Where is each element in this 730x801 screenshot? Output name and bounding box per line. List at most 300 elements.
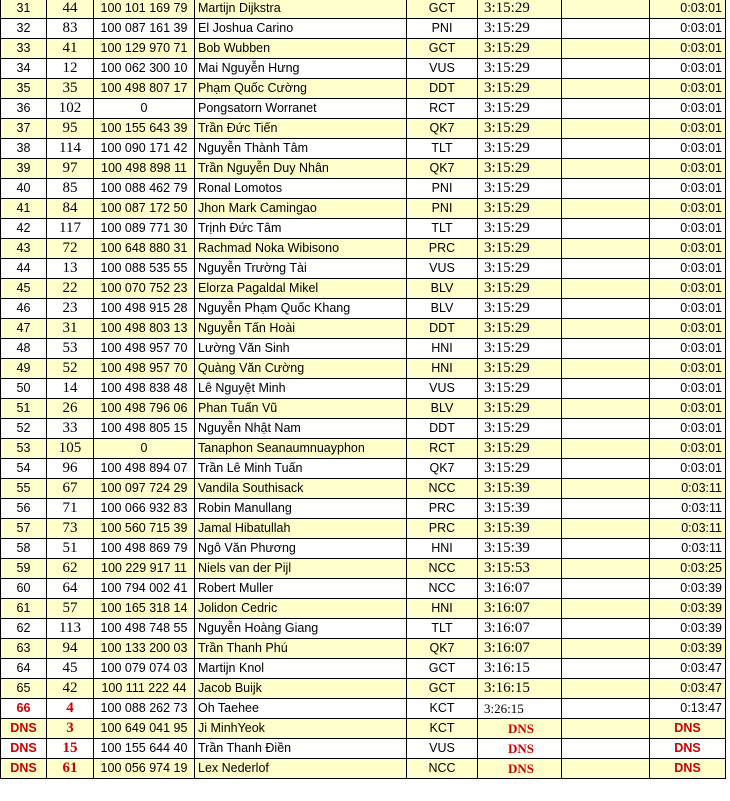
uci-id-cell: 100 165 318 14 <box>94 599 195 619</box>
finish-time-cell: 3:16:15 <box>478 679 562 699</box>
time-gap-cell: 0:03:01 <box>650 419 726 439</box>
rank-cell: 66 <box>1 699 47 719</box>
time-gap-cell: 0:03:39 <box>650 619 726 639</box>
team-code-cell: GCT <box>407 659 478 679</box>
rank-cell: DNS <box>1 759 47 779</box>
table-row <box>1 139 726 159</box>
rider-name-cell: Nguyễn Nhật Nam <box>195 419 407 439</box>
rider-name-cell: Niels van der Pijl <box>195 559 407 579</box>
blank-cell <box>562 219 650 239</box>
finish-time-cell: 3:15:29 <box>478 339 562 359</box>
team-code-cell: VUS <box>407 259 478 279</box>
team-code-cell: QK7 <box>407 159 478 179</box>
rank-cell: 39 <box>1 159 47 179</box>
rank-cell: 46 <box>1 299 47 319</box>
table-row <box>1 459 726 479</box>
time-gap-cell: 0:03:01 <box>650 379 726 399</box>
rider-name-cell: Tanaphon Seanaumnuayphon <box>195 439 407 459</box>
table-row <box>1 259 726 279</box>
time-gap-cell: 0:03:01 <box>650 179 726 199</box>
team-code-cell: PRC <box>407 239 478 259</box>
rider-name-cell: Bob Wubben <box>195 39 407 59</box>
bib-cell: 14 <box>47 379 94 399</box>
rider-name-cell: Jhon Mark Camingao <box>195 199 407 219</box>
finish-time-cell: 3:16:07 <box>478 579 562 599</box>
blank-cell <box>562 559 650 579</box>
uci-id-cell: 0 <box>94 99 195 119</box>
rider-name-cell: Ronal Lomotos <box>195 179 407 199</box>
rank-cell: 54 <box>1 459 47 479</box>
blank-cell <box>562 239 650 259</box>
rider-name-cell: Martijn Knol <box>195 659 407 679</box>
team-code-cell: PNI <box>407 179 478 199</box>
rank-cell: 36 <box>1 99 47 119</box>
finish-time-cell: 3:16:07 <box>478 599 562 619</box>
rank-cell: 48 <box>1 339 47 359</box>
table-row <box>1 699 726 719</box>
blank-cell <box>562 179 650 199</box>
uci-id-cell: 100 498 803 13 <box>94 319 195 339</box>
table-row <box>1 659 726 679</box>
bib-cell: 84 <box>47 199 94 219</box>
finish-time-cell: 3:16:07 <box>478 619 562 639</box>
blank-cell <box>562 259 650 279</box>
team-code-cell: QK7 <box>407 119 478 139</box>
blank-cell <box>562 39 650 59</box>
table-row <box>1 319 726 339</box>
table-row <box>1 19 726 39</box>
uci-id-cell: 100 498 796 06 <box>94 399 195 419</box>
team-code-cell: QK7 <box>407 639 478 659</box>
blank-cell <box>562 359 650 379</box>
bib-cell: 41 <box>47 39 94 59</box>
rider-name-cell: Pongsatorn Worranet <box>195 99 407 119</box>
team-code-cell: HNI <box>407 339 478 359</box>
uci-id-cell: 100 087 161 39 <box>94 19 195 39</box>
team-code-cell: DDT <box>407 319 478 339</box>
table-row <box>1 759 726 779</box>
uci-id-cell: 100 794 002 41 <box>94 579 195 599</box>
team-code-cell: GCT <box>407 679 478 699</box>
uci-id-cell: 100 111 222 44 <box>94 679 195 699</box>
rank-cell: 32 <box>1 19 47 39</box>
rider-name-cell: Trần Lê Minh Tuấn <box>195 459 407 479</box>
uci-id-cell: 100 155 644 40 <box>94 739 195 759</box>
table-row <box>1 499 726 519</box>
blank-cell <box>562 679 650 699</box>
finish-time-cell: 3:15:29 <box>478 299 562 319</box>
table-row <box>1 439 726 459</box>
rider-name-cell: Mai Nguyễn Hưng <box>195 59 407 79</box>
team-code-cell: VUS <box>407 739 478 759</box>
uci-id-cell: 100 155 643 39 <box>94 119 195 139</box>
finish-time-cell: 3:15:29 <box>478 119 562 139</box>
time-gap-cell: 0:03:01 <box>650 139 726 159</box>
rider-name-cell: Vandila Southisack <box>195 479 407 499</box>
team-code-cell: BLV <box>407 279 478 299</box>
bib-cell: 114 <box>47 139 94 159</box>
finish-time-cell: 3:15:39 <box>478 519 562 539</box>
time-gap-cell: 0:13:47 <box>650 699 726 719</box>
table-row <box>1 299 726 319</box>
team-code-cell: KCT <box>407 719 478 739</box>
team-code-cell: TLT <box>407 619 478 639</box>
blank-cell <box>562 519 650 539</box>
finish-time-cell: DNS <box>478 739 562 759</box>
blank-cell <box>562 59 650 79</box>
team-code-cell: NCC <box>407 479 478 499</box>
bib-cell: 4 <box>47 699 94 719</box>
team-code-cell: KCT <box>407 699 478 719</box>
blank-cell <box>562 739 650 759</box>
bib-cell: 97 <box>47 159 94 179</box>
uci-id-cell: 100 648 880 31 <box>94 239 195 259</box>
time-gap-cell: 0:03:11 <box>650 479 726 499</box>
rank-cell: DNS <box>1 719 47 739</box>
team-code-cell: RCT <box>407 439 478 459</box>
table-row <box>1 39 726 59</box>
time-gap-cell: 0:03:39 <box>650 599 726 619</box>
blank-cell <box>562 459 650 479</box>
finish-time-cell: 3:15:53 <box>478 559 562 579</box>
blank-cell <box>562 319 650 339</box>
rank-cell: 57 <box>1 519 47 539</box>
team-code-cell: BLV <box>407 399 478 419</box>
blank-cell <box>562 339 650 359</box>
rank-cell: 60 <box>1 579 47 599</box>
rank-cell: 34 <box>1 59 47 79</box>
finish-time-cell: 3:15:29 <box>478 139 562 159</box>
bib-cell: 33 <box>47 419 94 439</box>
bib-cell: 71 <box>47 499 94 519</box>
bib-cell: 3 <box>47 719 94 739</box>
rank-cell: DNS <box>1 739 47 759</box>
blank-cell <box>562 499 650 519</box>
rank-cell: 33 <box>1 39 47 59</box>
table-row <box>1 0 726 19</box>
uci-id-cell: 100 498 869 79 <box>94 539 195 559</box>
uci-id-cell: 0 <box>94 439 195 459</box>
blank-cell <box>562 659 650 679</box>
rank-cell: 47 <box>1 319 47 339</box>
table-row <box>1 479 726 499</box>
time-gap-cell: 0:03:47 <box>650 679 726 699</box>
team-code-cell: QK7 <box>407 459 478 479</box>
uci-id-cell: 100 649 041 95 <box>94 719 195 739</box>
time-gap-cell: 0:03:01 <box>650 359 726 379</box>
bib-cell: 12 <box>47 59 94 79</box>
rider-name-cell: Trịnh Đức Tâm <box>195 219 407 239</box>
blank-cell <box>562 599 650 619</box>
time-gap-cell: 0:03:01 <box>650 159 726 179</box>
blank-cell <box>562 579 650 599</box>
rank-cell: 63 <box>1 639 47 659</box>
finish-time-cell: 3:15:39 <box>478 479 562 499</box>
table-row <box>1 199 726 219</box>
table-row <box>1 99 726 119</box>
bib-cell: 22 <box>47 279 94 299</box>
time-gap-cell: 0:03:01 <box>650 339 726 359</box>
rider-name-cell: Robin Manullang <box>195 499 407 519</box>
table-row <box>1 519 726 539</box>
bib-cell: 45 <box>47 659 94 679</box>
blank-cell <box>562 199 650 219</box>
rank-cell: 38 <box>1 139 47 159</box>
rank-cell: 64 <box>1 659 47 679</box>
table-row <box>1 159 726 179</box>
table-row <box>1 239 726 259</box>
finish-time-cell: 3:15:29 <box>478 199 562 219</box>
time-gap-cell: 0:03:25 <box>650 559 726 579</box>
time-gap-cell: 0:03:01 <box>650 19 726 39</box>
table-row <box>1 179 726 199</box>
bib-cell: 102 <box>47 99 94 119</box>
bib-cell: 61 <box>47 759 94 779</box>
time-gap-cell: 0:03:01 <box>650 259 726 279</box>
blank-cell <box>562 759 650 779</box>
finish-time-cell: 3:15:29 <box>478 319 562 339</box>
uci-id-cell: 100 129 970 71 <box>94 39 195 59</box>
table-row <box>1 619 726 639</box>
table-row <box>1 739 726 759</box>
finish-time-cell: 3:15:39 <box>478 539 562 559</box>
table-row <box>1 339 726 359</box>
rank-cell: 37 <box>1 119 47 139</box>
bib-cell: 31 <box>47 319 94 339</box>
team-code-cell: DDT <box>407 419 478 439</box>
rank-cell: 62 <box>1 619 47 639</box>
table-row <box>1 399 726 419</box>
rider-name-cell: Phan Tuấn Vũ <box>195 399 407 419</box>
uci-id-cell: 100 087 172 50 <box>94 199 195 219</box>
bib-cell: 105 <box>47 439 94 459</box>
team-code-cell: HNI <box>407 539 478 559</box>
bib-cell: 53 <box>47 339 94 359</box>
bib-cell: 42 <box>47 679 94 699</box>
time-gap-cell: DNS <box>650 719 726 739</box>
blank-cell <box>562 99 650 119</box>
blank-cell <box>562 419 650 439</box>
table-row <box>1 679 726 699</box>
uci-id-cell: 100 498 957 70 <box>94 359 195 379</box>
rank-cell: 50 <box>1 379 47 399</box>
rider-name-cell: Jolidon Cedric <box>195 599 407 619</box>
table-row <box>1 359 726 379</box>
bib-cell: 83 <box>47 19 94 39</box>
finish-time-cell: 3:15:29 <box>478 99 562 119</box>
finish-time-cell: DNS <box>478 719 562 739</box>
bib-cell: 95 <box>47 119 94 139</box>
finish-time-cell: 3:26:15 <box>478 699 562 719</box>
table-row <box>1 119 726 139</box>
team-code-cell: PNI <box>407 199 478 219</box>
rank-cell: 35 <box>1 79 47 99</box>
bib-cell: 72 <box>47 239 94 259</box>
rider-name-cell: Nguyễn Phạm Quốc Khang <box>195 299 407 319</box>
finish-time-cell: 3:15:39 <box>478 499 562 519</box>
finish-time-cell: 3:15:29 <box>478 279 562 299</box>
bib-cell: 35 <box>47 79 94 99</box>
time-gap-cell: 0:03:01 <box>650 59 726 79</box>
rank-cell: 51 <box>1 399 47 419</box>
table-row <box>1 219 726 239</box>
finish-time-cell: 3:15:29 <box>478 419 562 439</box>
blank-cell <box>562 299 650 319</box>
bib-cell: 51 <box>47 539 94 559</box>
bib-cell: 67 <box>47 479 94 499</box>
bib-cell: 13 <box>47 259 94 279</box>
bib-cell: 23 <box>47 299 94 319</box>
uci-id-cell: 100 088 462 79 <box>94 179 195 199</box>
team-code-cell: NCC <box>407 759 478 779</box>
time-gap-cell: 0:03:01 <box>650 199 726 219</box>
time-gap-cell: 0:03:01 <box>650 79 726 99</box>
rider-name-cell: Nguyễn Hoàng Giang <box>195 619 407 639</box>
blank-cell <box>562 539 650 559</box>
time-gap-cell: DNS <box>650 759 726 779</box>
rider-name-cell: Phạm Quốc Cường <box>195 79 407 99</box>
rank-cell: 41 <box>1 199 47 219</box>
uci-id-cell: 100 101 169 79 <box>94 0 195 19</box>
table-row <box>1 559 726 579</box>
rank-cell: 59 <box>1 559 47 579</box>
finish-time-cell: 3:15:29 <box>478 239 562 259</box>
rider-name-cell: Jacob Buijk <box>195 679 407 699</box>
team-code-cell: NCC <box>407 559 478 579</box>
table-row <box>1 599 726 619</box>
rider-name-cell: Nguyễn Tấn Hoài <box>195 319 407 339</box>
uci-id-cell: 100 498 957 70 <box>94 339 195 359</box>
finish-time-cell: 3:15:29 <box>478 219 562 239</box>
blank-cell <box>562 379 650 399</box>
team-code-cell: BLV <box>407 299 478 319</box>
blank-cell <box>562 159 650 179</box>
rank-cell: 43 <box>1 239 47 259</box>
bib-cell: 57 <box>47 599 94 619</box>
rank-cell: 52 <box>1 419 47 439</box>
bib-cell: 96 <box>47 459 94 479</box>
time-gap-cell: 0:03:01 <box>650 299 726 319</box>
rank-cell: 58 <box>1 539 47 559</box>
uci-id-cell: 100 498 898 11 <box>94 159 195 179</box>
uci-id-cell: 100 133 200 03 <box>94 639 195 659</box>
uci-id-cell: 100 097 724 29 <box>94 479 195 499</box>
rider-name-cell: Ji MinhYeok <box>195 719 407 739</box>
time-gap-cell: 0:03:39 <box>650 579 726 599</box>
blank-cell <box>562 399 650 419</box>
team-code-cell: PRC <box>407 499 478 519</box>
table-row <box>1 79 726 99</box>
team-code-cell: PNI <box>407 19 478 39</box>
rider-name-cell: Trần Nguyễn Duy Nhân <box>195 159 407 179</box>
finish-time-cell: 3:15:29 <box>478 399 562 419</box>
rank-cell: 65 <box>1 679 47 699</box>
bib-cell: 26 <box>47 399 94 419</box>
team-code-cell: NCC <box>407 579 478 599</box>
time-gap-cell: 0:03:11 <box>650 539 726 559</box>
finish-time-cell: 3:15:29 <box>478 19 562 39</box>
rider-name-cell: Trần Đức Tiến <box>195 119 407 139</box>
bib-cell: 52 <box>47 359 94 379</box>
rider-name-cell: Nguyễn Thành Tâm <box>195 139 407 159</box>
finish-time-cell: 3:15:29 <box>478 459 562 479</box>
uci-id-cell: 100 498 748 55 <box>94 619 195 639</box>
blank-cell <box>562 19 650 39</box>
blank-cell <box>562 0 650 19</box>
finish-time-cell: 3:15:29 <box>478 439 562 459</box>
finish-time-cell: 3:15:29 <box>478 379 562 399</box>
team-code-cell: GCT <box>407 39 478 59</box>
finish-time-cell: DNS <box>478 759 562 779</box>
finish-time-cell: 3:15:29 <box>478 79 562 99</box>
blank-cell <box>562 79 650 99</box>
rank-cell: 40 <box>1 179 47 199</box>
uci-id-cell: 100 498 838 48 <box>94 379 195 399</box>
table-row <box>1 279 726 299</box>
time-gap-cell: 0:03:01 <box>650 119 726 139</box>
rider-name-cell: Ngô Văn Phương <box>195 539 407 559</box>
finish-time-cell: 3:15:29 <box>478 259 562 279</box>
finish-time-cell: 3:15:29 <box>478 359 562 379</box>
time-gap-cell: 0:03:01 <box>650 279 726 299</box>
bib-cell: 117 <box>47 219 94 239</box>
rider-name-cell: Oh Taehee <box>195 699 407 719</box>
rank-cell: 31 <box>1 0 47 19</box>
table-row <box>1 719 726 739</box>
uci-id-cell: 100 056 974 19 <box>94 759 195 779</box>
rank-cell: 44 <box>1 259 47 279</box>
time-gap-cell: 0:03:01 <box>650 399 726 419</box>
bib-cell: 73 <box>47 519 94 539</box>
time-gap-cell: 0:03:11 <box>650 499 726 519</box>
finish-time-cell: 3:15:29 <box>478 179 562 199</box>
results-body <box>1 0 726 779</box>
time-gap-cell: 0:03:01 <box>650 239 726 259</box>
time-gap-cell: 0:03:01 <box>650 0 726 19</box>
blank-cell <box>562 479 650 499</box>
bib-cell: 85 <box>47 179 94 199</box>
team-code-cell: PRC <box>407 519 478 539</box>
table-row <box>1 579 726 599</box>
uci-id-cell: 100 066 932 83 <box>94 499 195 519</box>
table-row <box>1 379 726 399</box>
uci-id-cell: 100 090 171 42 <box>94 139 195 159</box>
rank-cell: 56 <box>1 499 47 519</box>
rank-cell: 49 <box>1 359 47 379</box>
time-gap-cell: 0:03:01 <box>650 319 726 339</box>
rider-name-cell: Lê Nguyệt Minh <box>195 379 407 399</box>
rider-name-cell: Trần Thanh Điền <box>195 739 407 759</box>
team-code-cell: HNI <box>407 599 478 619</box>
table-row <box>1 539 726 559</box>
bib-cell: 62 <box>47 559 94 579</box>
bib-cell: 44 <box>47 0 94 19</box>
uci-id-cell: 100 498 805 15 <box>94 419 195 439</box>
table-row <box>1 59 726 79</box>
blank-cell <box>562 119 650 139</box>
rider-name-cell: Lex Nederlof <box>195 759 407 779</box>
rank-cell: 61 <box>1 599 47 619</box>
finish-time-cell: 3:15:29 <box>478 159 562 179</box>
time-gap-cell: 0:03:01 <box>650 439 726 459</box>
rider-name-cell: Elorza Pagaldal Mikel <box>195 279 407 299</box>
time-gap-cell: 0:03:01 <box>650 459 726 479</box>
bib-cell: 113 <box>47 619 94 639</box>
time-gap-cell: 0:03:01 <box>650 219 726 239</box>
team-code-cell: RCT <box>407 99 478 119</box>
team-code-cell: TLT <box>407 139 478 159</box>
finish-time-cell: 3:15:29 <box>478 0 562 19</box>
